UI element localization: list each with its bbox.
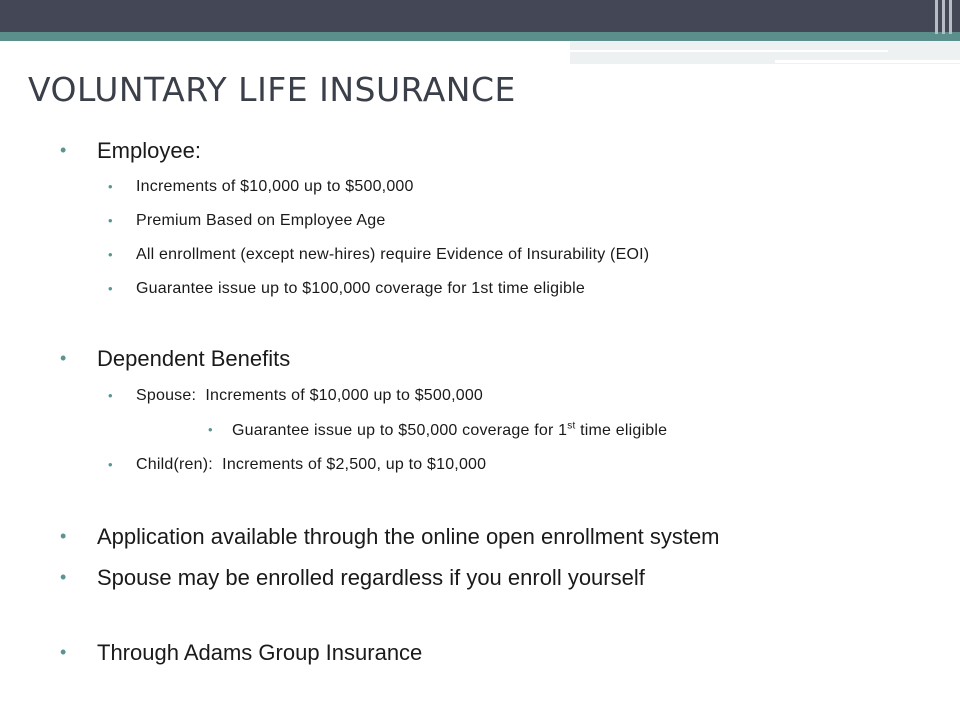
bullet-icon: • — [108, 213, 113, 228]
bullet-text: Guarantee issue up to $100,000 coverage for 1st time eligible — [136, 280, 585, 297]
bullet-icon: • — [108, 457, 113, 472]
bullet-employee — [60, 138, 201, 164]
bullet-carrier — [60, 640, 422, 666]
bullet-text: Spouse may be enrolled regardless if you enroll yourself — [97, 565, 645, 590]
bullet-icon: • — [108, 281, 113, 296]
bullet-text-end: time eligible — [575, 422, 668, 440]
header-accent-line — [775, 60, 960, 63]
slide-title: VOLUNTARY LIFE INSURANCE — [28, 70, 516, 109]
bullet-text: Application available through the online open enrollment system — [97, 524, 720, 549]
bullet-spouse-note — [60, 565, 645, 591]
bullet-text: Spouse: Increments of $10,000 up to $500,000 — [136, 387, 484, 404]
sub-bullet — [108, 280, 585, 298]
sub-bullet — [108, 178, 414, 196]
bullet-text: Increments of $10,000 up to $500,000 — [136, 178, 414, 195]
ordinal-suffix: st — [567, 421, 576, 432]
header-bar-teal — [0, 32, 960, 41]
bullet-text — [232, 422, 667, 439]
bullet-text: Child(ren): Increments of $2,500, up to $10,000 — [136, 456, 487, 473]
sub-bullet — [108, 246, 649, 264]
sub-bullet — [108, 456, 486, 474]
bullet-icon: • — [60, 348, 67, 368]
corner-decoration — [935, 0, 938, 34]
bullet-application — [60, 524, 720, 550]
corner-decoration — [942, 0, 945, 34]
bullet-text-main: Guarantee issue up to $50,000 coverage for 1 — [232, 422, 568, 440]
bullet-icon: • — [60, 140, 67, 160]
sub-sub-bullet — [208, 421, 667, 440]
header-accent-line — [570, 50, 888, 52]
sub-bullet — [108, 387, 483, 405]
bullet-text: Dependent Benefits — [97, 346, 291, 371]
bullet-text: Employee: — [97, 138, 201, 163]
bullet-icon: • — [108, 388, 113, 403]
bullet-text: Through Adams Group Insurance — [97, 640, 423, 665]
bullet-icon: • — [60, 642, 67, 662]
bullet-icon: • — [60, 567, 67, 587]
bullet-icon: • — [208, 422, 213, 437]
bullet-text: Premium Based on Employee Age — [136, 212, 386, 229]
bullet-text: All enrollment (except new-hires) require Evidence of Insurability (EOI) — [136, 246, 650, 263]
bullet-icon: • — [108, 247, 113, 262]
bullet-icon: • — [60, 526, 67, 546]
sub-bullet — [108, 212, 386, 230]
corner-decoration — [949, 0, 952, 34]
bullet-dependent — [60, 346, 290, 372]
bullet-icon: • — [108, 179, 113, 194]
header-bar-dark — [0, 0, 960, 32]
